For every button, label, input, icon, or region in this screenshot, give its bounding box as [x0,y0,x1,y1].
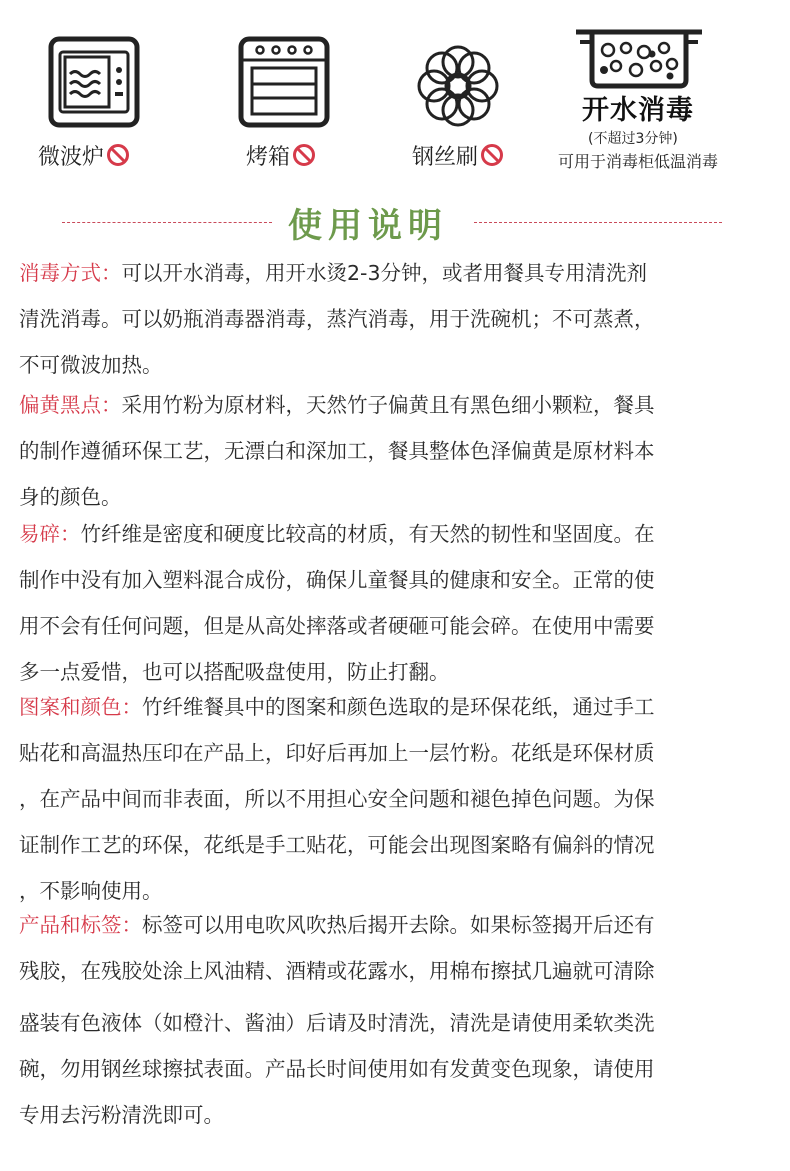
steel-wool-label-wrap [412,140,504,171]
paragraph-line [19,1046,779,1092]
care-icons-row [0,0,790,190]
section-title: 使用说明 [288,206,448,246]
paragraph-line [19,902,779,948]
oven-label: 烤箱 [246,145,291,170]
paragraph-line [19,776,779,822]
paragraph-line [19,382,779,428]
paragraph-line [19,822,779,868]
paragraph-heading: 产品和标签： [19,913,142,937]
paragraph-cleaning [19,1000,779,1138]
paragraph-yellowing [19,382,779,520]
boil-note: (不超过3分钟) [588,131,678,147]
microwave-label: 微波炉 [38,145,105,170]
line-text: 证制作工艺的环保，花纸是手工贴花，可能会出现图案略有偏斜的情况 [19,833,655,857]
oven-label-wrap [246,140,316,171]
paragraph-line [19,603,779,649]
line-text: 标签可以用电吹风吹热后揭开去除。如果标签揭开后还有 [142,913,655,937]
line-text: 用不会有任何问题，但是从高处摔落或者硬砸可能会碎。在使用中需要 [19,614,655,638]
paragraph-line [19,1092,779,1138]
line-text: ，不影响使用。 [19,879,163,903]
paragraph-line [19,428,779,474]
line-text: 残胶，在残胶处涂上风油精、酒精或花露水，用棉布擦拭几遍就可清除 [19,959,655,983]
line-text: 不可微波加热。 [19,353,163,377]
paragraph-heading: 易碎： [19,522,81,546]
line-text: 身的颜色。 [19,485,122,509]
line-text: 多一点爱惜，也可以搭配吸盘使用，防止打翻。 [19,660,450,684]
boil-extra: 可用于消毒柜低温消毒 [558,152,719,171]
line-text: 贴花和高温热压印在产品上，印好后再加上一层竹粉。花纸是环保材质 [19,741,655,765]
prohibited-icon [480,143,504,167]
paragraph-line [19,250,779,296]
line-text: 的制作遵循环保工艺，无漂白和深加工，餐具整体色泽偏黄是原材料本 [19,439,655,463]
paragraph-heading: 消毒方式： [19,261,122,285]
line-text: 制作中没有加入塑料混合成份，确保儿童餐具的健康和安全。正常的使 [19,568,655,592]
paragraph-line [19,296,779,342]
line-text: 采用竹粉为原材料，天然竹子偏黄且有黑色细小颗粒，餐具 [121,393,655,417]
prohibited-icon [106,143,130,167]
line-text: 清洗消毒。可以奶瓶消毒器消毒，蒸汽消毒，用于洗碗机；不可蒸煮， [19,307,655,331]
paragraph-line [19,948,779,994]
boiling-pot-icon [574,24,704,90]
section-header [0,196,790,252]
line-text: 可以开水消毒，用开水烫2-3分钟，或者用餐具专用清洗剂 [121,261,647,285]
prohibited-icon [292,143,316,167]
steel-wool-label: 钢丝刷 [412,145,479,170]
paragraph-line [19,730,779,776]
paragraph-heading: 偏黄黑点： [19,393,122,417]
line-text: 盛装有色液体（如橙汁、酱油）后请及时清洗，清洗是请使用柔软类洗 [19,1011,655,1035]
divider-right [474,222,722,223]
microwave-icon [48,36,140,128]
boil-title: 开水消毒 [582,95,694,126]
paragraph-line [19,684,779,730]
paragraph-line [19,557,779,603]
line-text: 竹纤维餐具中的图案和颜色选取的是环保花纸，通过手工 [142,695,655,719]
line-text: 碗，勿用钢丝球擦拭表面。产品长时间使用如有发黄变色现象，请使用 [19,1057,655,1081]
paragraph-line [19,1000,779,1046]
paragraph-label [19,902,779,994]
steel-wool-icon [410,38,506,134]
paragraph-disinfection [19,250,779,388]
line-text: ，在产品中间而非表面，所以不用担心安全问题和褪色掉色问题。为保 [19,787,655,811]
microwave-label-wrap [38,140,130,171]
paragraph-heading: 图案和颜色： [19,695,142,719]
line-text: 专用去污粉清洗即可。 [19,1103,224,1127]
paragraph-fragile [19,511,779,695]
paragraph-pattern-color [19,684,779,914]
oven-icon [238,36,330,128]
paragraph-line [19,511,779,557]
line-text: 竹纤维是密度和硬度比较高的材质，有天然的韧性和坚固度。在 [80,522,655,546]
divider-left [62,222,272,223]
